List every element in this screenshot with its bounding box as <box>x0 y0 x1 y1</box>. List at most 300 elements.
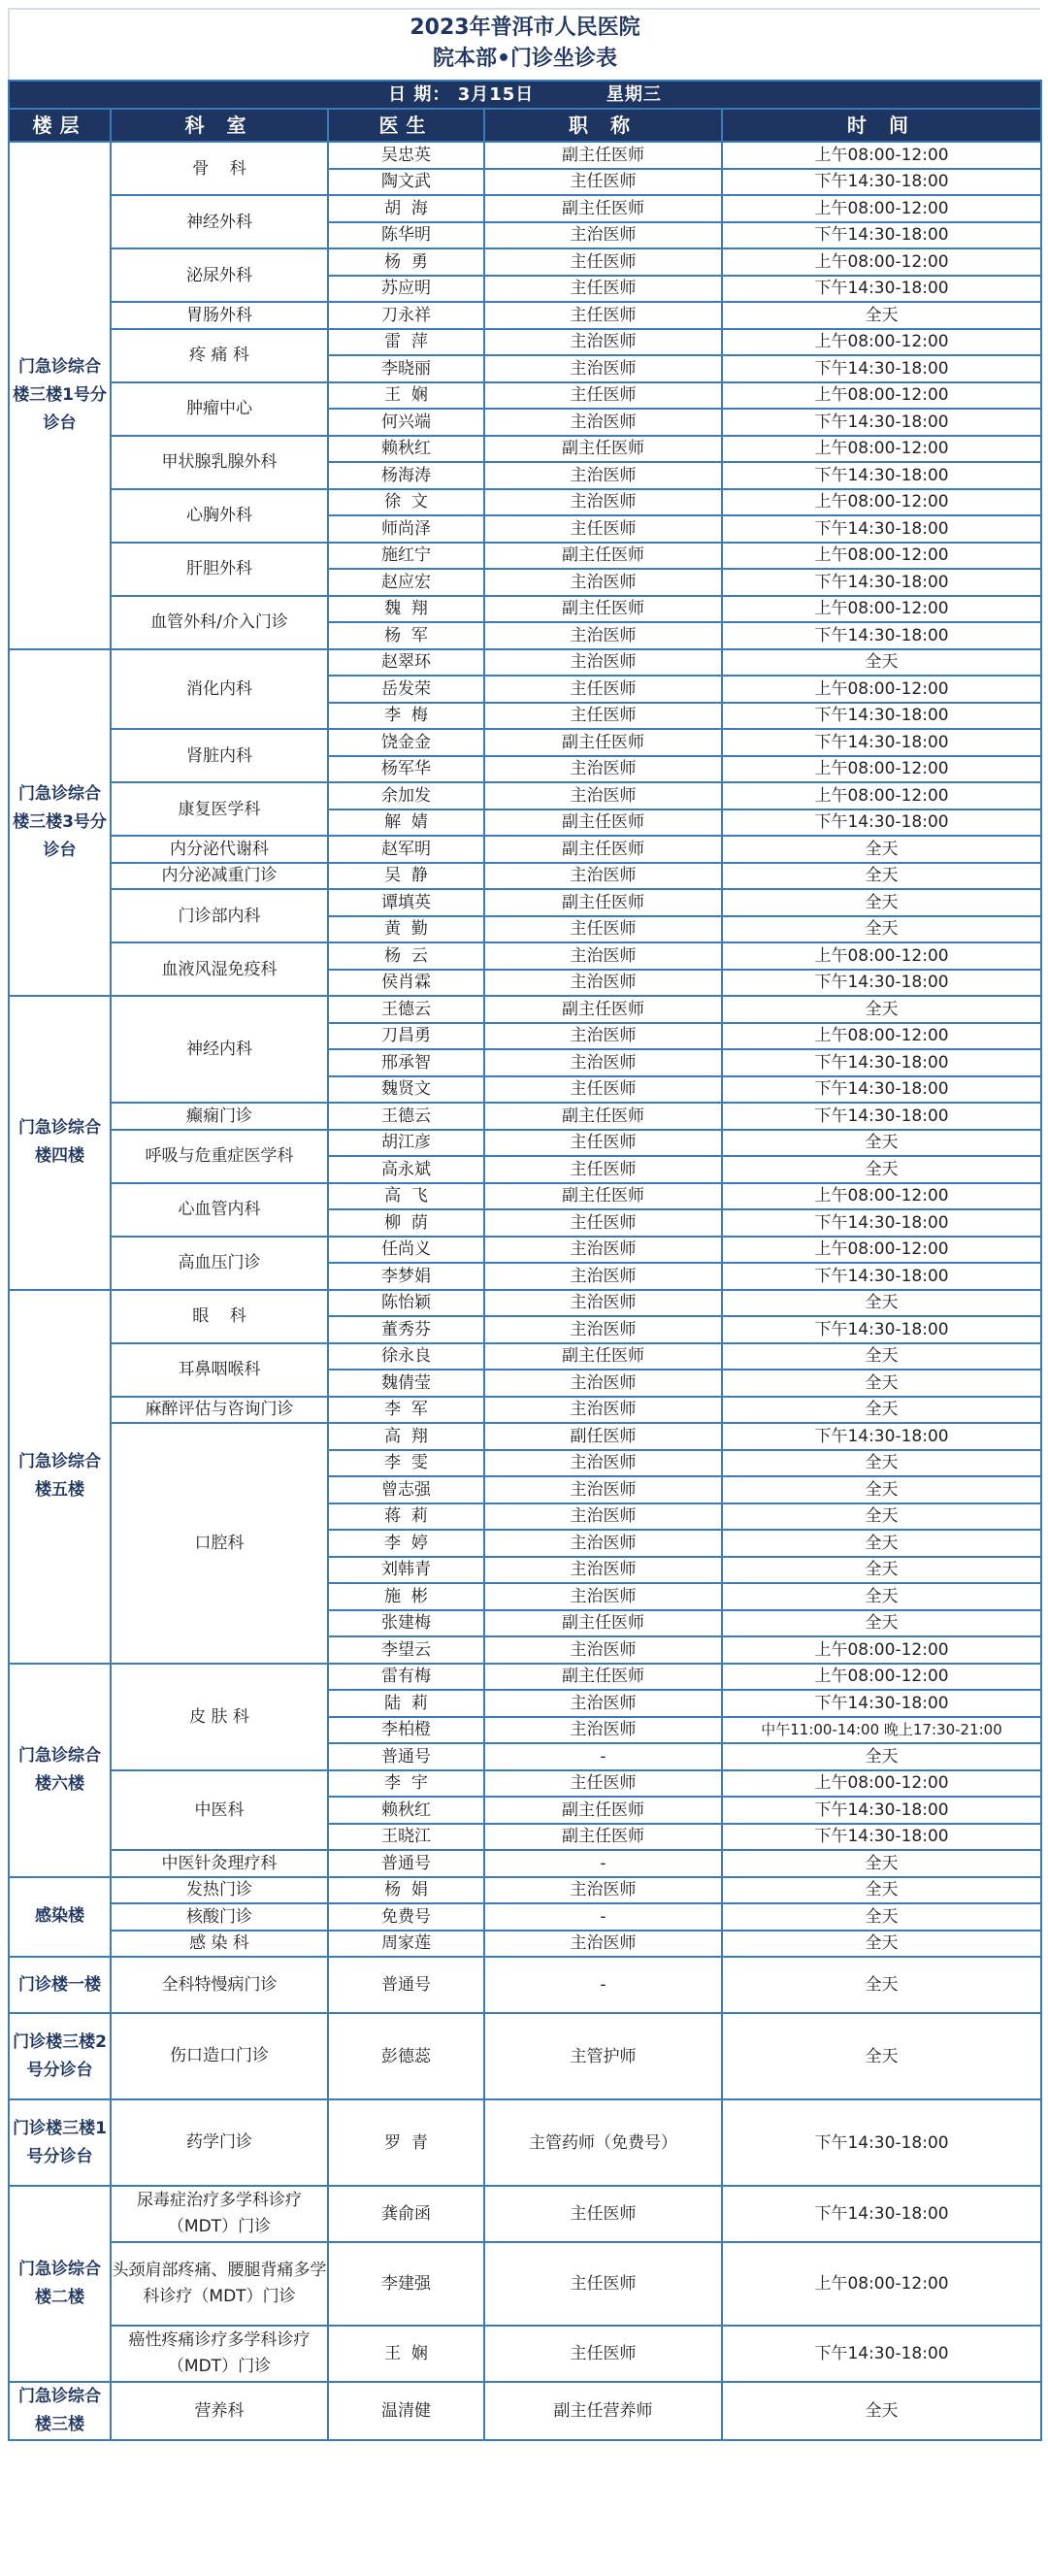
time-cell: 上午08:00-12:00 <box>722 782 1041 809</box>
doctor-cell: 王德云 <box>328 996 484 1023</box>
time-cell: 下午14:30-18:00 <box>722 1423 1041 1450</box>
time-cell: 全天 <box>722 1397 1041 1424</box>
time-cell: 下午14:30-18:00 <box>722 2326 1041 2382</box>
doctor-cell: 普通号 <box>328 1743 484 1770</box>
time-cell: 全天 <box>722 1450 1041 1477</box>
doctor-cell: 邢承智 <box>328 1049 484 1076</box>
time-cell: 下午14:30-18:00 <box>722 409 1041 436</box>
dept-cell: 发热门诊 <box>111 1877 328 1904</box>
time-cell: 全天 <box>722 1743 1041 1770</box>
time-cell: 上午08:00-12:00 <box>722 1770 1041 1798</box>
title-block <box>8 8 1040 80</box>
page-title: 2023年普洱市人民医院 <box>409 16 640 40</box>
doctor-cell: 胡 海 <box>328 195 484 222</box>
time-cell: 下午14:30-18:00 <box>722 1824 1041 1851</box>
dept-cell: 呼吸与危重症医学科 <box>111 1130 328 1183</box>
time-cell: 下午14:30-18:00 <box>722 222 1041 249</box>
time-cell: 全天 <box>722 2382 1041 2440</box>
doctor-cell: 苏应明 <box>328 276 484 303</box>
floor-cell: 门诊楼三楼1号分诊台 <box>9 2099 111 2186</box>
title-cell: - <box>484 1743 722 1770</box>
time-cell: 下午14:30-18:00 <box>722 515 1041 543</box>
dept-cell: 口腔科 <box>111 1423 328 1664</box>
table-row <box>9 889 1041 916</box>
floor-cell: 门诊楼一楼 <box>9 1957 111 2013</box>
time-cell: 下午14:30-18:00 <box>722 355 1041 382</box>
dept-cell: 消化内科 <box>111 649 328 730</box>
doctor-cell: 彭德蕊 <box>328 2013 484 2099</box>
table-row <box>9 729 1041 756</box>
time-cell: 全天 <box>722 1343 1041 1371</box>
title-cell: 副主任医师 <box>484 1343 722 1371</box>
title-cell: 副主任医师 <box>484 1610 722 1637</box>
doctor-cell: 免费号 <box>328 1903 484 1931</box>
doctor-cell: 王 娴 <box>328 382 484 410</box>
time-cell: 中午11:00-14:00 晚上17:30-21:00 <box>722 1717 1041 1744</box>
time-cell: 全天 <box>722 1877 1041 1904</box>
doctor-cell: 杨 勇 <box>328 248 484 276</box>
title-cell: 主任医师 <box>484 2242 722 2326</box>
table-row <box>9 248 1041 276</box>
doctor-cell: 王 娴 <box>328 2326 484 2382</box>
floor-cell: 门急诊综合楼三楼1号分诊台 <box>9 142 111 649</box>
doctor-cell: 普通号 <box>328 1957 484 2013</box>
title-cell: 主任医师 <box>484 703 722 730</box>
title-cell: 主任医师 <box>484 916 722 943</box>
time-cell: 全天 <box>722 1931 1041 1958</box>
time-cell: 全天 <box>722 1957 1041 2013</box>
time-cell: 上午08:00-12:00 <box>722 942 1041 970</box>
table-row <box>9 1664 1041 1691</box>
dept-cell: 营养科 <box>111 2382 328 2440</box>
title-cell: 主治医师 <box>484 1931 722 1958</box>
table-row <box>9 329 1041 356</box>
table-row <box>9 1130 1041 1157</box>
doctor-cell: 赵翠环 <box>328 649 484 677</box>
time-cell: 全天 <box>722 649 1041 677</box>
title-cell: 主任医师 <box>484 676 722 703</box>
doctor-cell: 周家莲 <box>328 1931 484 1958</box>
table-row <box>9 596 1041 623</box>
table-row <box>9 195 1041 222</box>
dept-cell: 癌性疼痛诊疗多学科诊疗（MDT）门诊 <box>111 2326 328 2382</box>
floor-cell: 门急诊综合楼三楼 <box>9 2382 111 2440</box>
table-row <box>9 1343 1041 1371</box>
dept-cell: 耳鼻咽喉科 <box>111 1343 328 1397</box>
title-cell: 主任医师 <box>484 382 722 410</box>
doctor-cell: 杨军华 <box>328 756 484 783</box>
table-row <box>9 782 1041 809</box>
title-cell: 副主任医师 <box>484 1797 722 1824</box>
table-row <box>9 1850 1041 1877</box>
title-cell: 主治医师 <box>484 1290 722 1317</box>
dept-cell: 药学门诊 <box>111 2099 328 2186</box>
table-row <box>9 1931 1041 1958</box>
time-cell: 全天 <box>722 1583 1041 1610</box>
doctor-cell: 杨 军 <box>328 622 484 649</box>
doctor-cell: 魏贤文 <box>328 1076 484 1104</box>
doctor-cell: 高 翔 <box>328 1423 484 1450</box>
dept-cell: 感 染 科 <box>111 1931 328 1958</box>
time-cell: 全天 <box>722 1557 1041 1584</box>
doctor-cell: 温清健 <box>328 2382 484 2440</box>
time-cell: 全天 <box>722 2013 1041 2099</box>
title-cell: 主任医师 <box>484 1209 722 1237</box>
table-row <box>9 142 1041 169</box>
title-cell: 主治医师 <box>484 622 722 649</box>
title-cell: 副主任医师 <box>484 889 722 916</box>
time-cell: 全天 <box>722 1903 1041 1931</box>
doctor-cell: 饶金金 <box>328 729 484 756</box>
date-bar <box>9 81 1041 109</box>
doctor-cell: 施 彬 <box>328 1583 484 1610</box>
time-cell: 全天 <box>722 1850 1041 1877</box>
title-cell: 副主任医师 <box>484 1183 722 1210</box>
title-cell: 主任医师 <box>484 248 722 276</box>
doctor-cell: 赖秋红 <box>328 1797 484 1824</box>
table-row <box>9 2382 1041 2440</box>
title-cell: 副主任医师 <box>484 996 722 1023</box>
title-cell: 主治医师 <box>484 1370 722 1397</box>
dept-cell: 内分泌代谢科 <box>111 836 328 863</box>
doctor-cell: 杨 云 <box>328 942 484 970</box>
doctor-cell: 陆 莉 <box>328 1690 484 1717</box>
time-cell: 下午14:30-18:00 <box>722 703 1041 730</box>
title-cell: 主治医师 <box>484 1476 722 1503</box>
doctor-cell: 徐 文 <box>328 489 484 516</box>
time-cell: 下午14:30-18:00 <box>722 729 1041 756</box>
dept-cell: 高血压门诊 <box>111 1237 328 1290</box>
floor-cell: 门诊楼三楼2号分诊台 <box>9 2013 111 2099</box>
doctor-cell: 刀昌勇 <box>328 1023 484 1050</box>
schedule-body <box>9 142 1041 2440</box>
doctor-cell: 罗 青 <box>328 2099 484 2186</box>
doctor-cell: 赖秋红 <box>328 436 484 463</box>
time-cell: 全天 <box>722 836 1041 863</box>
title-cell: 主管护师 <box>484 2013 722 2099</box>
title-cell: 主治医师 <box>484 970 722 997</box>
doctor-cell: 李晓丽 <box>328 355 484 382</box>
title-cell: 主治医师 <box>484 355 722 382</box>
doctor-cell: 雷 萍 <box>328 329 484 356</box>
doctor-cell: 普通号 <box>328 1850 484 1877</box>
title-cell: 副任医师 <box>484 1423 722 1450</box>
dept-cell: 康复医学科 <box>111 782 328 836</box>
title-cell: 主治医师 <box>484 569 722 596</box>
table-row <box>9 2326 1041 2382</box>
title-cell: 副主任医师 <box>484 729 722 756</box>
floor-cell: 感染楼 <box>9 1877 111 1958</box>
time-cell: 全天 <box>722 1290 1041 1317</box>
dept-cell: 中医科 <box>111 1770 328 1851</box>
table-row <box>9 489 1041 516</box>
table-row <box>9 1103 1041 1130</box>
doctor-cell: 张建梅 <box>328 1610 484 1637</box>
schedule-table <box>8 80 1042 2441</box>
title-cell: 主治医师 <box>484 649 722 677</box>
title-cell: 副主任医师 <box>484 836 722 863</box>
title-cell: 副主任医师 <box>484 1824 722 1851</box>
doctor-cell: 李望云 <box>328 1636 484 1664</box>
schedule-sheet <box>8 8 1040 2441</box>
doctor-cell: 李 梅 <box>328 703 484 730</box>
title-cell: 主治医师 <box>484 1530 722 1557</box>
table-row <box>9 1903 1041 1931</box>
time-cell: 下午14:30-18:00 <box>722 1797 1041 1824</box>
title-cell: - <box>484 1903 722 1931</box>
title-cell: 副主任营养师 <box>484 2382 722 2440</box>
dept-cell: 血液风湿免疫科 <box>111 942 328 996</box>
doctor-cell: 杨 娟 <box>328 1877 484 1904</box>
title-cell: 主治医师 <box>484 1263 722 1290</box>
col-header-floor: 楼层 <box>9 109 111 142</box>
doctor-cell: 吴忠英 <box>328 142 484 169</box>
time-cell: 下午14:30-18:00 <box>722 1076 1041 1104</box>
time-cell: 上午08:00-12:00 <box>722 329 1041 356</box>
title-cell: 主管药师（免费号） <box>484 2099 722 2186</box>
title-cell: 主治医师 <box>484 863 722 890</box>
time-cell: 上午08:00-12:00 <box>722 1664 1041 1691</box>
col-header-doctor: 医生 <box>328 109 484 142</box>
time-cell: 上午08:00-12:00 <box>722 1183 1041 1210</box>
doctor-cell: 陶文武 <box>328 169 484 196</box>
time-cell: 下午14:30-18:00 <box>722 1103 1041 1130</box>
time-cell: 全天 <box>722 1370 1041 1397</box>
time-cell: 全天 <box>722 1476 1041 1503</box>
time-cell: 全天 <box>722 889 1041 916</box>
title-cell: 主任医师 <box>484 515 722 543</box>
doctor-cell: 徐永良 <box>328 1343 484 1371</box>
dept-cell: 疼 痛 科 <box>111 329 328 382</box>
doctor-cell: 何兴端 <box>328 409 484 436</box>
time-cell: 下午14:30-18:00 <box>722 569 1041 596</box>
floor-cell: 门急诊综合楼六楼 <box>9 1664 111 1877</box>
doctor-cell: 柳 荫 <box>328 1209 484 1237</box>
time-cell: 全天 <box>722 1130 1041 1157</box>
doctor-cell: 董秀芬 <box>328 1316 484 1343</box>
time-cell: 下午14:30-18:00 <box>722 809 1041 837</box>
title-cell: 副主任医师 <box>484 436 722 463</box>
table-row <box>9 1770 1041 1798</box>
time-cell: 下午14:30-18:00 <box>722 1316 1041 1343</box>
title-cell: 主治医师 <box>484 942 722 970</box>
title-cell: 主任医师 <box>484 2186 722 2242</box>
time-cell: 全天 <box>722 1156 1041 1183</box>
dept-cell: 门诊部内科 <box>111 889 328 942</box>
col-header-time: 时 间 <box>722 109 1041 142</box>
time-cell: 上午08:00-12:00 <box>722 2242 1041 2326</box>
title-cell: 主任医师 <box>484 2326 722 2382</box>
title-cell: 副主任医师 <box>484 195 722 222</box>
title-cell: 主任医师 <box>484 1770 722 1798</box>
title-cell: 副主任医师 <box>484 543 722 570</box>
title-cell: 主治医师 <box>484 329 722 356</box>
dept-cell: 皮 肤 科 <box>111 1664 328 1770</box>
dept-cell: 头颈肩部疼痛、腰腿背痛多学科诊疗（MDT）门诊 <box>111 2242 328 2326</box>
title-cell: 主任医师 <box>484 1130 722 1157</box>
dept-cell: 心血管内科 <box>111 1183 328 1237</box>
table-row <box>9 1423 1041 1450</box>
title-cell: 主任医师 <box>484 1156 722 1183</box>
time-cell: 下午14:30-18:00 <box>722 2186 1041 2242</box>
table-row <box>9 1290 1041 1317</box>
dept-cell: 伤口造口门诊 <box>111 2013 328 2099</box>
doctor-cell: 蒋 莉 <box>328 1503 484 1531</box>
title-cell: 主治医师 <box>484 1450 722 1477</box>
table-row <box>9 1237 1041 1264</box>
title-cell: 主治医师 <box>484 1503 722 1531</box>
doctor-cell: 杨海涛 <box>328 462 484 489</box>
title-cell: 主治医师 <box>484 1049 722 1076</box>
table-row <box>9 543 1041 570</box>
time-cell: 全天 <box>722 996 1041 1023</box>
dept-cell: 泌尿外科 <box>111 248 328 302</box>
doctor-cell: 魏 翔 <box>328 596 484 623</box>
table-row <box>9 836 1041 863</box>
dept-cell: 内分泌减重门诊 <box>111 863 328 890</box>
doctor-cell: 王晓江 <box>328 1824 484 1851</box>
dept-cell: 胃肠外科 <box>111 302 328 329</box>
title-cell: 主治医师 <box>484 462 722 489</box>
dept-cell: 神经外科 <box>111 195 328 248</box>
doctor-cell: 侯肖霖 <box>328 970 484 997</box>
doctor-cell: 谭填英 <box>328 889 484 916</box>
date-value: 3月15日 <box>457 83 535 105</box>
doctor-cell: 赵应宏 <box>328 569 484 596</box>
title-cell: 主任医师 <box>484 1076 722 1104</box>
time-cell: 下午14:30-18:00 <box>722 622 1041 649</box>
doctor-cell: 陈华明 <box>328 222 484 249</box>
time-cell: 下午14:30-18:00 <box>722 169 1041 196</box>
column-header-row <box>9 109 1041 142</box>
title-cell: 主治医师 <box>484 222 722 249</box>
doctor-cell: 李 婷 <box>328 1530 484 1557</box>
table-row <box>9 1877 1041 1904</box>
time-cell: 全天 <box>722 863 1041 890</box>
doctor-cell: 李 军 <box>328 1397 484 1424</box>
title-cell: 主任医师 <box>484 302 722 329</box>
table-row <box>9 436 1041 463</box>
doctor-cell: 高永斌 <box>328 1156 484 1183</box>
table-row <box>9 382 1041 410</box>
table-row <box>9 1397 1041 1424</box>
time-cell: 上午08:00-12:00 <box>722 596 1041 623</box>
date-label: 日 期： <box>388 83 451 105</box>
title-cell: 主治医师 <box>484 1557 722 1584</box>
time-cell: 全天 <box>722 1610 1041 1637</box>
doctor-cell: 李梦娟 <box>328 1263 484 1290</box>
title-cell: 副主任医师 <box>484 596 722 623</box>
title-cell: 主治医师 <box>484 756 722 783</box>
doctor-cell: 李柏橙 <box>328 1717 484 1744</box>
doctor-cell: 龚俞函 <box>328 2186 484 2242</box>
title-cell: 主治医师 <box>484 1023 722 1050</box>
page-subtitle: 院本部•门诊坐诊表 <box>432 47 618 71</box>
time-cell: 上午08:00-12:00 <box>722 1023 1041 1050</box>
weekday: 星期三 <box>606 83 662 105</box>
dept-cell: 癫痫门诊 <box>111 1103 328 1130</box>
time-cell: 上午08:00-12:00 <box>722 756 1041 783</box>
dept-cell: 神经内科 <box>111 996 328 1103</box>
dept-cell: 肝胆外科 <box>111 543 328 596</box>
title-cell: 主治医师 <box>484 1316 722 1343</box>
time-cell: 全天 <box>722 1503 1041 1531</box>
title-cell: 主治医师 <box>484 1636 722 1664</box>
title-cell: 主治医师 <box>484 1237 722 1264</box>
doctor-cell: 曾志强 <box>328 1476 484 1503</box>
time-cell: 全天 <box>722 916 1041 943</box>
floor-cell: 门急诊综合楼二楼 <box>9 2186 111 2382</box>
title-cell: - <box>484 1850 722 1877</box>
table-row <box>9 2013 1041 2099</box>
title-cell: 主任医师 <box>484 276 722 303</box>
time-cell: 下午14:30-18:00 <box>722 462 1041 489</box>
doctor-cell: 黄 勤 <box>328 916 484 943</box>
doctor-cell: 陈怡颖 <box>328 1290 484 1317</box>
time-cell: 上午08:00-12:00 <box>722 248 1041 276</box>
time-cell: 下午14:30-18:00 <box>722 2099 1041 2186</box>
col-header-title: 职 称 <box>484 109 722 142</box>
title-cell: 主治医师 <box>484 409 722 436</box>
dept-cell: 尿毒症治疗多学科诊疗（MDT）门诊 <box>111 2186 328 2242</box>
doctor-cell: 施红宁 <box>328 543 484 570</box>
time-cell: 下午14:30-18:00 <box>722 970 1041 997</box>
doctor-cell: 李建强 <box>328 2242 484 2326</box>
dept-cell: 肿瘤中心 <box>111 382 328 436</box>
time-cell: 全天 <box>722 302 1041 329</box>
time-cell: 下午14:30-18:00 <box>722 276 1041 303</box>
doctor-cell: 刘韩青 <box>328 1557 484 1584</box>
doctor-cell: 师尚泽 <box>328 515 484 543</box>
doctor-cell: 吴 静 <box>328 863 484 890</box>
doctor-cell: 雷有梅 <box>328 1664 484 1691</box>
doctor-cell: 王德云 <box>328 1103 484 1130</box>
title-cell: 主治医师 <box>484 1717 722 1744</box>
doctor-cell: 高 飞 <box>328 1183 484 1210</box>
table-row <box>9 996 1041 1023</box>
dept-cell: 骨 科 <box>111 142 328 195</box>
time-cell: 上午08:00-12:00 <box>722 142 1041 169</box>
doctor-cell: 解 婧 <box>328 809 484 837</box>
doctor-cell: 李 雯 <box>328 1450 484 1477</box>
doctor-cell: 魏倩莹 <box>328 1370 484 1397</box>
doctor-cell: 李 宇 <box>328 1770 484 1798</box>
doctor-cell: 余加发 <box>328 782 484 809</box>
time-cell: 上午08:00-12:00 <box>722 1237 1041 1264</box>
title-cell: 主治医师 <box>484 489 722 516</box>
dept-cell: 中医针灸理疗科 <box>111 1850 328 1877</box>
title-cell: 主治医师 <box>484 1397 722 1424</box>
table-row <box>9 863 1041 890</box>
dept-cell: 血管外科/介入门诊 <box>111 596 328 649</box>
title-cell: 副主任医师 <box>484 809 722 837</box>
time-cell: 上午08:00-12:00 <box>722 543 1041 570</box>
col-header-dept: 科 室 <box>111 109 328 142</box>
time-cell: 下午14:30-18:00 <box>722 1209 1041 1237</box>
table-row <box>9 649 1041 677</box>
table-row <box>9 2186 1041 2242</box>
title-cell: 副主任医师 <box>484 1664 722 1691</box>
time-cell: 上午08:00-12:00 <box>722 676 1041 703</box>
dept-cell: 眼 科 <box>111 1290 328 1343</box>
time-cell: 全天 <box>722 1530 1041 1557</box>
time-cell: 下午14:30-18:00 <box>722 1263 1041 1290</box>
floor-cell: 门急诊综合楼四楼 <box>9 996 111 1290</box>
title-cell: 副主任医师 <box>484 1103 722 1130</box>
doctor-cell: 刀永祥 <box>328 302 484 329</box>
doctor-cell: 任尚义 <box>328 1237 484 1264</box>
title-cell: 副主任医师 <box>484 142 722 169</box>
